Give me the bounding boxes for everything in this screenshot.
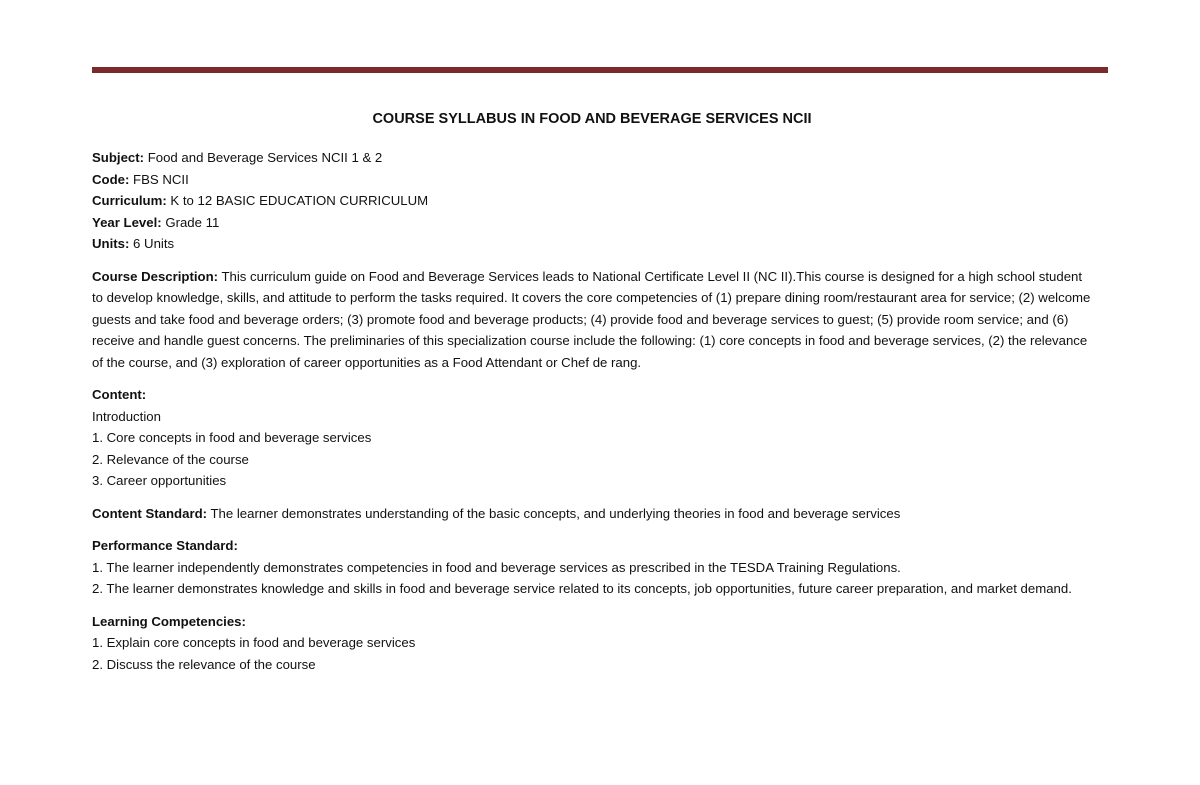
content-standard-text: The learner demonstrates understanding of the basic concepts, and underlying theories in food and beverage services bbox=[210, 505, 901, 521]
meta-value: Food and Beverage Services NCII 1 & 2 bbox=[147, 150, 383, 165]
list-item: 2. Relevance of the course bbox=[92, 451, 249, 467]
content-section bbox=[92, 384, 1092, 492]
meta-value: FBS NCII bbox=[133, 171, 189, 187]
meta-label: Year Level: bbox=[92, 214, 162, 230]
meta-value: 6 Units bbox=[133, 236, 175, 251]
section-label: Course Description: bbox=[92, 268, 219, 284]
list-item: 1. Explain core concepts in food and beverage services bbox=[92, 635, 416, 650]
syllabus-page bbox=[92, 108, 1092, 675]
header-rule bbox=[92, 67, 1108, 73]
document-title: COURSE SYLLABUS IN FOOD AND BEVERAGE SERVICES NCII bbox=[372, 111, 812, 127]
course-description-text: This curriculum guide on Food and Beverage Services leads to National Certificate Level II (NC II).This course is designed for a high school student to develop knowledge, skills, and attitude to perform the tasks required. It covers the core competencies of (1) prepare dining room/restaurant area for service; (2) welcome guests and take food and beverage orders; (3) promote food and beverage products; (4) provide food and beverage services to guest; (5) provide room service; and (6) receive and handle guest concerns. The preliminaries of this specialization course include the following: (1) core concepts in food and beverage services, (2) the relevance of the course, and (3) exploration of career opportunities as a Food Attendant or Chef de rang. bbox=[92, 268, 1091, 370]
content-standard bbox=[92, 503, 1092, 525]
list-item: Introduction bbox=[92, 408, 161, 424]
meta-label: Code: bbox=[92, 171, 130, 187]
content-standard-section bbox=[92, 503, 1092, 525]
list-item: 1. The learner independently demonstrates competencies in food and beverage services as prescribed in the TESDA Training Regulations. bbox=[92, 559, 901, 575]
meta-subject bbox=[92, 147, 1092, 169]
section-label: Content: bbox=[92, 387, 147, 402]
course-description bbox=[92, 266, 1092, 374]
learning-competencies-section bbox=[92, 611, 1092, 676]
meta-units bbox=[92, 233, 1092, 255]
list-item: 3. Career opportunities bbox=[92, 473, 227, 488]
meta-label: Units: bbox=[92, 236, 130, 251]
list-item: 1. Core concepts in food and beverage services bbox=[92, 430, 372, 445]
section-label: Performance Standard: bbox=[92, 538, 238, 553]
performance-standard-section bbox=[92, 535, 1092, 600]
list-item: 2. Discuss the relevance of the course bbox=[92, 656, 316, 672]
meta-label: Subject: bbox=[92, 150, 145, 165]
meta-label: Curriculum: bbox=[92, 193, 167, 208]
meta-value: Grade 11 bbox=[165, 214, 220, 230]
list-item: 2. The learner demonstrates knowledge and skills in food and beverage service related to its concepts, job opportunities, future career preparation, and market demand. bbox=[92, 581, 1072, 596]
meta-curriculum bbox=[92, 190, 1092, 212]
course-meta bbox=[92, 147, 1092, 255]
course-description-section bbox=[92, 266, 1092, 374]
meta-code bbox=[92, 169, 1092, 191]
section-label: Learning Competencies: bbox=[92, 613, 246, 629]
section-label: Content Standard: bbox=[92, 505, 208, 521]
meta-value: K to 12 BASIC EDUCATION CURRICULUM bbox=[170, 193, 429, 208]
meta-year-level bbox=[92, 212, 1092, 234]
